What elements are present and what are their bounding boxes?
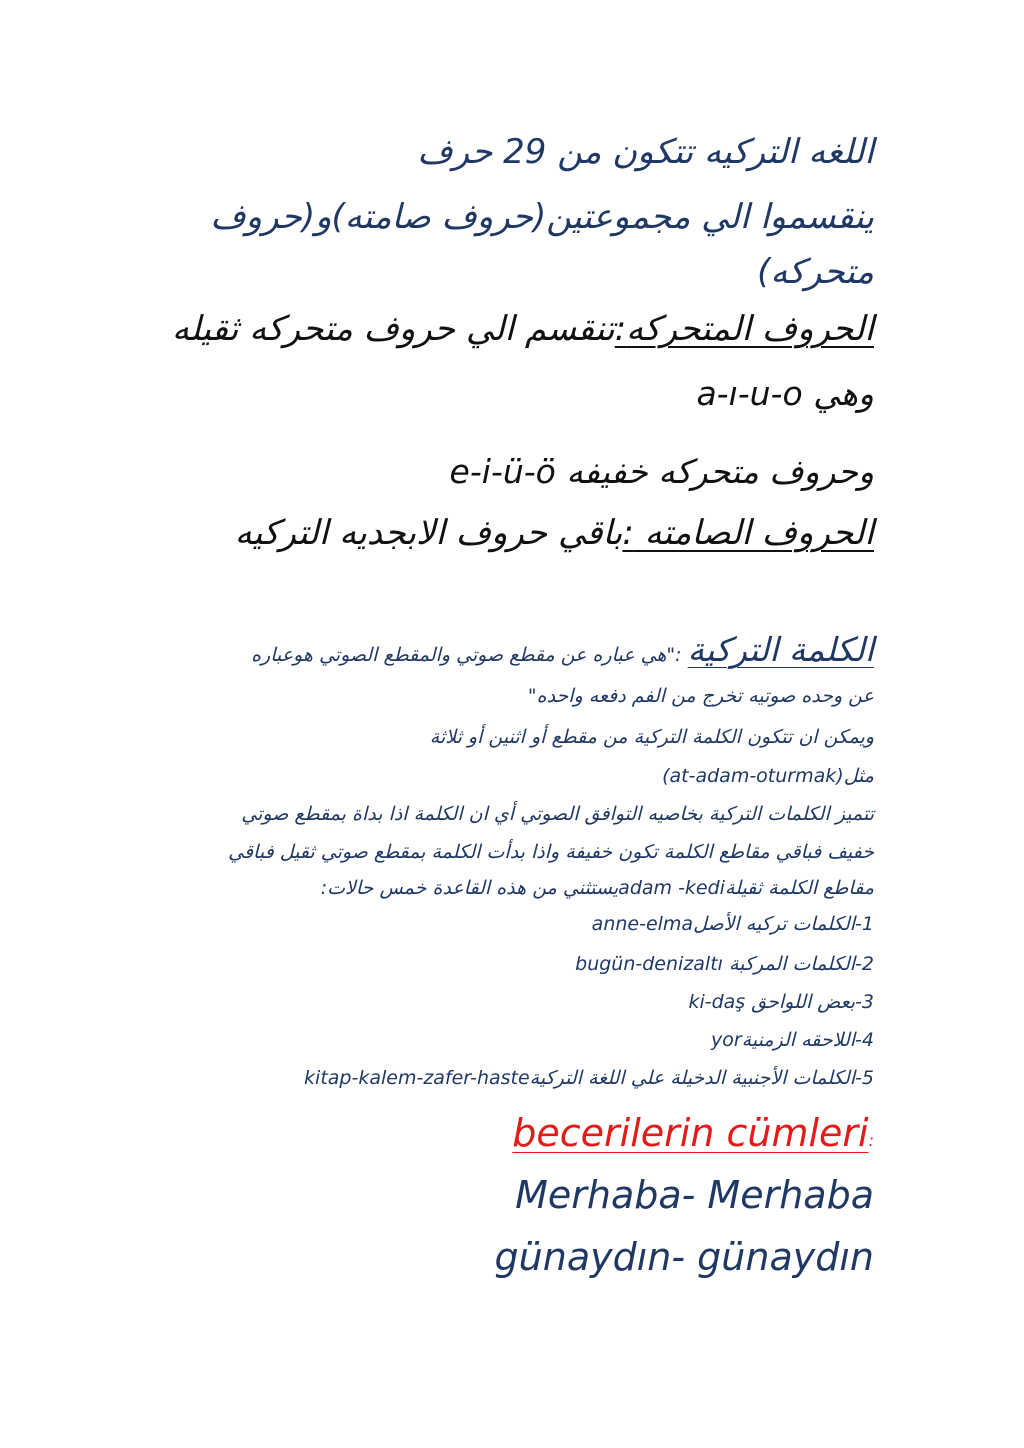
exception-item <box>688 988 874 1016</box>
vowels-description: تنقسم الي حروف متحركه ثقيله <box>172 309 615 349</box>
word-example-value: (at-adam-oturmak) <box>662 765 844 787</box>
consonants-colon: : <box>622 513 634 553</box>
phrases-title: becerilerin cümleri <box>512 1111 869 1155</box>
exception-example: kitap-kalem-zafer-haste <box>304 1067 530 1089</box>
word-definition-line-2: عن وحده صوتيه تخرج من الفم دفعه واحده" <box>527 685 874 707</box>
word-definition-line-3: ويمكن ان تتكون الكلمة التركية من مقطع أو اثنين أو ثلاثة <box>429 726 874 748</box>
light-vowels-line <box>450 450 874 494</box>
heavy-vowels-letters: a-ı-u-o <box>696 374 803 413</box>
intro-line-2: ينقسموا الي مجموعتين(حروف صامته)و(حروف <box>210 197 874 237</box>
exception-example: bugün-denizaltı <box>575 953 723 975</box>
word-example-line <box>662 762 874 790</box>
exception-example: yor <box>710 1029 742 1051</box>
exception-item <box>304 1064 874 1092</box>
heavy-vowels-prefix: وهي <box>802 374 874 413</box>
light-vowels-letters: e-i-ü-ö <box>449 452 556 491</box>
intro-line-1: اللغه التركيه تتكون من 29 حرف <box>417 132 874 172</box>
word-heading: الكلمة التركية <box>687 630 874 669</box>
consonants-description: باقي حروف الابجديه التركيه <box>234 513 623 553</box>
exception-label: 2-الكلمات المركبة <box>722 953 874 975</box>
exception-example: anne-elma <box>591 913 694 935</box>
harmony-line-1: تتميز الكلمات التركية بخاصيه التوافق الصوتي أي ان الكلمة اذا بداة بمقطع صوتي <box>241 803 874 825</box>
exception-label: 3-بعض اللواحق <box>745 991 874 1013</box>
heavy-vowels-line <box>696 372 874 416</box>
vowels-line <box>172 307 874 351</box>
exception-item <box>592 910 874 938</box>
word-example-label: مثل <box>843 765 874 787</box>
phrases-title-colon: : <box>868 1131 874 1150</box>
exception-item <box>711 1026 874 1054</box>
word-definition-line-1 <box>251 628 874 677</box>
word-definition-1: :"هي عباره عن مقطع صوتي والمقطع الصوتي هوعباره <box>251 644 688 666</box>
exception-label: 4-اللاحقه الزمنية <box>741 1029 874 1051</box>
consonants-heading: الحروف الصامته <box>633 513 874 553</box>
exception-label: 5-الكلمات الأجنبية الدخيلة علي اللغة التركية <box>529 1067 874 1089</box>
exception-item <box>575 950 874 978</box>
harmony-line-3-end: يستثني من هذه القاعدة خمس حالات: <box>320 877 619 899</box>
intro-line-3: متحركه) <box>757 252 874 292</box>
exception-label: 1-الكلمات تركيه الأصل <box>693 913 874 935</box>
phrase-item: Merhaba- Merhaba <box>515 1173 874 1217</box>
exception-example: ki-daş <box>688 991 746 1013</box>
vowels-heading: الحروف المتحركه <box>626 309 874 349</box>
vowels-colon: : <box>614 309 627 349</box>
harmony-line-3-start: مقاطع الكلمة ثقيلة <box>724 877 874 899</box>
phrase-item: günaydın- günaydın <box>494 1235 874 1279</box>
light-vowels-text: وحروف متحركه خفيفه <box>555 452 874 491</box>
harmony-example: adam -kedi <box>618 877 725 899</box>
harmony-line-3 <box>321 874 874 902</box>
consonants-line <box>235 511 874 555</box>
harmony-line-2: خفيف فباقي مقاطع الكلمة تكون خفيفة واذا بدأت الكلمة بمقطع صوتي ثقيل فباقي <box>228 841 874 863</box>
phrases-title-line <box>512 1108 874 1166</box>
